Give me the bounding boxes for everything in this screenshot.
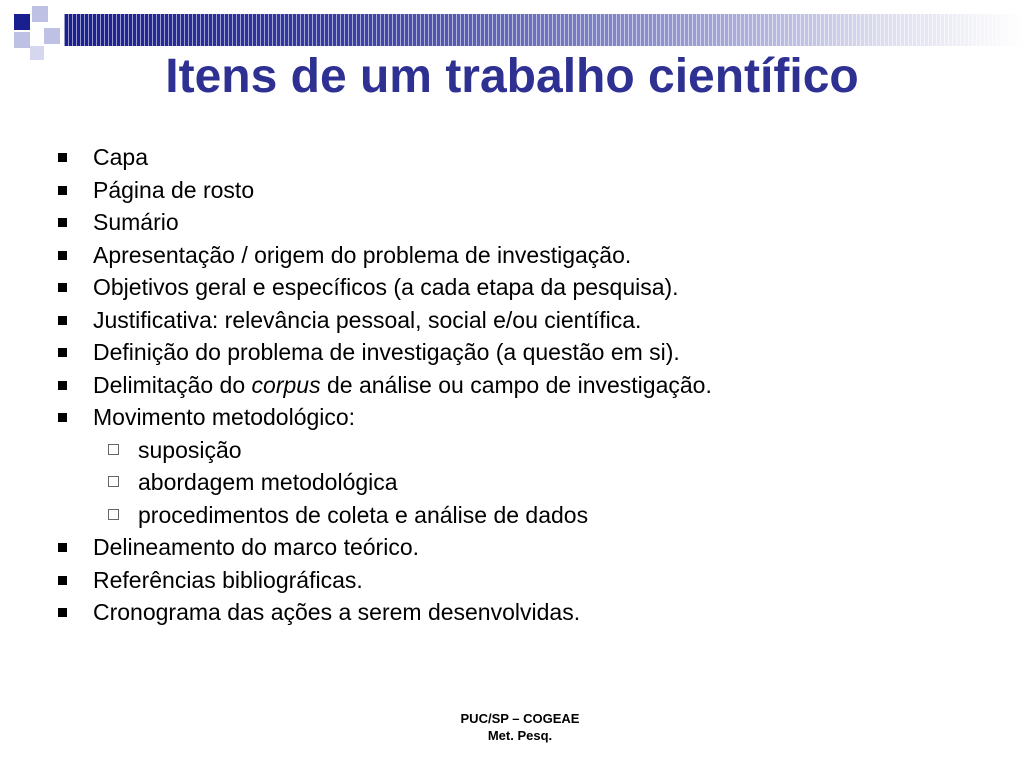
square-bullet-icon — [58, 153, 67, 162]
footer-line-course: Met. Pesq. — [487, 728, 553, 743]
sub-list-item — [56, 466, 996, 499]
list-item-text: Movimento metodológico: — [93, 404, 356, 430]
list-item-text: Delineamento do marco teórico. — [93, 534, 419, 560]
header-gradient-bar — [64, 14, 1024, 46]
sub-list-item-text: procedimentos de coleta e análise de dados — [138, 501, 589, 528]
hollow-square-bullet-icon — [108, 476, 119, 487]
square-bullet-icon — [58, 381, 67, 390]
square-bullet-icon — [58, 251, 67, 260]
list-item — [56, 596, 996, 629]
footer-line-institution: PUC/SP – COGEAE — [460, 711, 580, 726]
square-bullet-icon — [58, 576, 67, 585]
decorative-square — [44, 28, 60, 44]
list-item — [56, 304, 996, 337]
square-bullet-icon — [58, 218, 67, 227]
list-item-text: Sumário — [93, 209, 179, 235]
list-item — [56, 239, 996, 272]
list-item — [56, 271, 996, 304]
list-item-text: Página de rosto — [93, 176, 255, 203]
sub-list-item-text: suposição — [138, 436, 242, 463]
list-item — [56, 206, 996, 239]
list-item-text: Definição do problema de investigação (a questão em si). — [93, 339, 680, 365]
hollow-square-bullet-icon — [108, 444, 119, 455]
hollow-square-bullet-icon — [108, 509, 119, 520]
list-item — [56, 531, 996, 564]
slide-title: Itens de um trabalho científico — [165, 50, 859, 103]
square-bullet-icon — [58, 348, 67, 357]
slide-footer — [420, 710, 620, 744]
list-item — [56, 336, 996, 369]
sub-list-item — [56, 434, 996, 467]
square-bullet-icon — [58, 608, 67, 617]
list-item-text-after: de análise ou campo de investigação. — [320, 371, 712, 398]
item-list — [56, 141, 996, 629]
list-item-text: Referências bibliográficas. — [93, 566, 363, 593]
list-item — [56, 174, 996, 207]
list-item-text: Objetivos geral e específicos (a cada etapa da pesquisa). — [93, 274, 679, 300]
list-item — [56, 141, 996, 174]
list-item-emphasis: corpus — [251, 371, 321, 398]
square-bullet-icon — [58, 413, 67, 422]
sub-list-item-text: abordagem metodológica — [138, 469, 398, 495]
list-item — [56, 401, 996, 434]
list-item — [56, 564, 996, 597]
square-bullet-icon — [58, 283, 67, 292]
list-item — [56, 369, 996, 402]
sub-list-item — [56, 499, 996, 532]
square-bullet-icon — [58, 316, 67, 325]
decorative-square — [32, 6, 48, 22]
square-bullet-icon — [58, 186, 67, 195]
decorative-square — [14, 14, 30, 30]
list-item-text: Cronograma das ações a serem desenvolvidas. — [93, 599, 581, 625]
list-item-text: Apresentação / origem do problema de investigação. — [93, 241, 632, 268]
list-item-text-before: Delimitação do — [93, 371, 252, 398]
square-bullet-icon — [58, 543, 67, 552]
list-item-text: Justificativa: relevância pessoal, social e/ou científica. — [93, 306, 642, 333]
list-item-text: Capa — [93, 144, 148, 170]
